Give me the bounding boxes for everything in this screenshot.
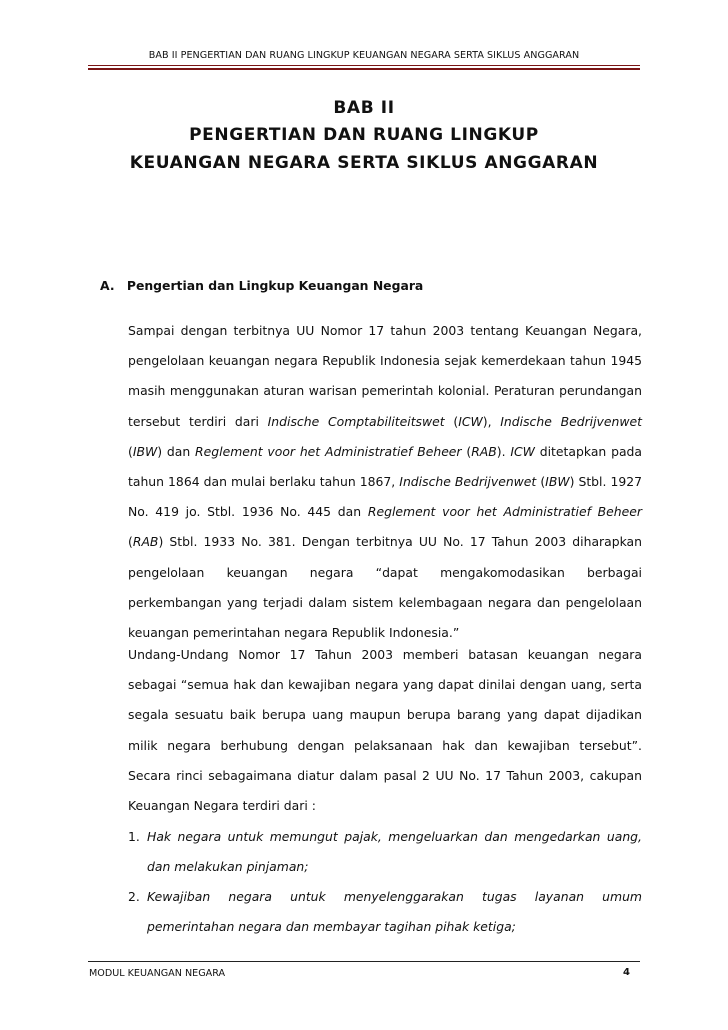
list-item-text: Hak negara untuk memungut pajak, mengeluarkan dan mengedarkan uang, dan melakukan pinjaman; <box>147 829 642 874</box>
list-item-number: 1. <box>128 829 140 844</box>
paragraph-1 <box>128 316 642 648</box>
cakupan-list <box>128 822 642 942</box>
p1-term-ibw: IBW <box>545 474 570 490</box>
p1-term-icw-full: Indische Comptabiliteitswet <box>267 413 445 429</box>
list-item-text: Kewajiban negara untuk menyelenggarakan tugas layanan umum pemerintahan negara dan membayar tagihan pihak ketiga; <box>147 889 642 934</box>
footer-module-name: MODUL KEUANGAN NEGARA <box>89 968 226 979</box>
p1-text: ( <box>128 534 133 550</box>
p1-text: ). <box>496 443 511 459</box>
p1-term-rab: RAB <box>132 534 159 550</box>
p1-term-rab-full: Reglement voor het Administratief Beheer <box>367 504 643 520</box>
running-header: BAB II PENGERTIAN DAN RUANG LINGKUP KEUANGAN NEGARA SERTA SIKLUS ANGGARAN <box>148 50 580 61</box>
p1-term-rab-full: Reglement voor het Administratief Beheer <box>195 443 462 459</box>
p1-text: ( <box>444 413 459 429</box>
p1-term-ibw-full: Indische Bedrijvenwet <box>399 474 537 490</box>
chapter-title-line2: KEUANGAN NEGARA SERTA SIKLUS ANGGARAN <box>129 153 599 173</box>
p1-text: ditetapkan pada tahun 1864 dan mulai berlaku tahun 1867, <box>128 443 642 490</box>
section-heading <box>100 278 423 293</box>
p1-term-icw: ICW <box>458 413 483 429</box>
p1-text: ), <box>482 413 501 429</box>
chapter-number: BAB II <box>333 98 395 118</box>
section-heading-text: Pengertian dan Lingkup Keuangan Negara <box>126 278 424 293</box>
p1-text: ) Stbl. 1927 No. 419 jo. Stbl. 1936 No. 445 dan <box>128 474 642 520</box>
p1-text: ( <box>461 443 472 459</box>
p1-text: ( <box>536 474 546 490</box>
section-letter: A. <box>100 278 115 293</box>
list-item <box>128 882 642 942</box>
p1-term-ibw-full: Indische Bedrijvenwet <box>500 413 642 429</box>
p1-term-ibw: IBW <box>132 443 158 459</box>
chapter-title-line1: PENGERTIAN DAN RUANG LINGKUP <box>189 125 539 145</box>
list-item-number: 2. <box>128 889 140 904</box>
p1-text: ( <box>128 443 133 459</box>
header-rule-thick <box>88 65 640 66</box>
paragraph-2: Undang-Undang Nomor 17 Tahun 2003 memberi batasan keuangan negara sebagai “semua hak dan kewajiban negara yang dapat dinilai dengan uang, serta segala sesuatu baik berupa uang maupun berupa barang yang dapat dijadikan milik negara berhubung dengan pelaksanaan hak dan kewajiban tersebut”. Secara rinci sebagaimana diatur dalam pasal 2 UU No. 17 Tahun 2003, cakupan Keuangan Negara terdiri dari : <box>128 647 642 814</box>
p1-text: Sampai dengan terbitnya UU Nomor 17 tahun 2003 tentang Keuangan Negara, pengelolaan keuangan negara Republik Indonesia sejak kemerdekaan tahun 1945 masih menggunakan aturan warisan pemerintah kolonial. Peraturan perundangan tersebut terdiri dari <box>128 323 642 429</box>
p1-term-rab: RAB <box>471 443 497 459</box>
p1-term-icw: ICW <box>510 443 535 459</box>
p1-text: ) dan <box>157 443 196 459</box>
header-rule-double <box>88 68 640 70</box>
list-item <box>128 822 642 882</box>
p1-text: ) Stbl. 1933 No. 381. Dengan terbitnya UU No. 17 Tahun 2003 diharapkan pengelolaan keuangan negara “dapat mengakomodasikan berbagai perkembangan yang terjadi dalam sistem kelembagaan negara dan pengelolaan keuangan pemerintahan negara Republik Indonesia.” <box>128 534 642 641</box>
page-number: 4 <box>623 967 630 978</box>
footer-rule <box>88 961 640 962</box>
